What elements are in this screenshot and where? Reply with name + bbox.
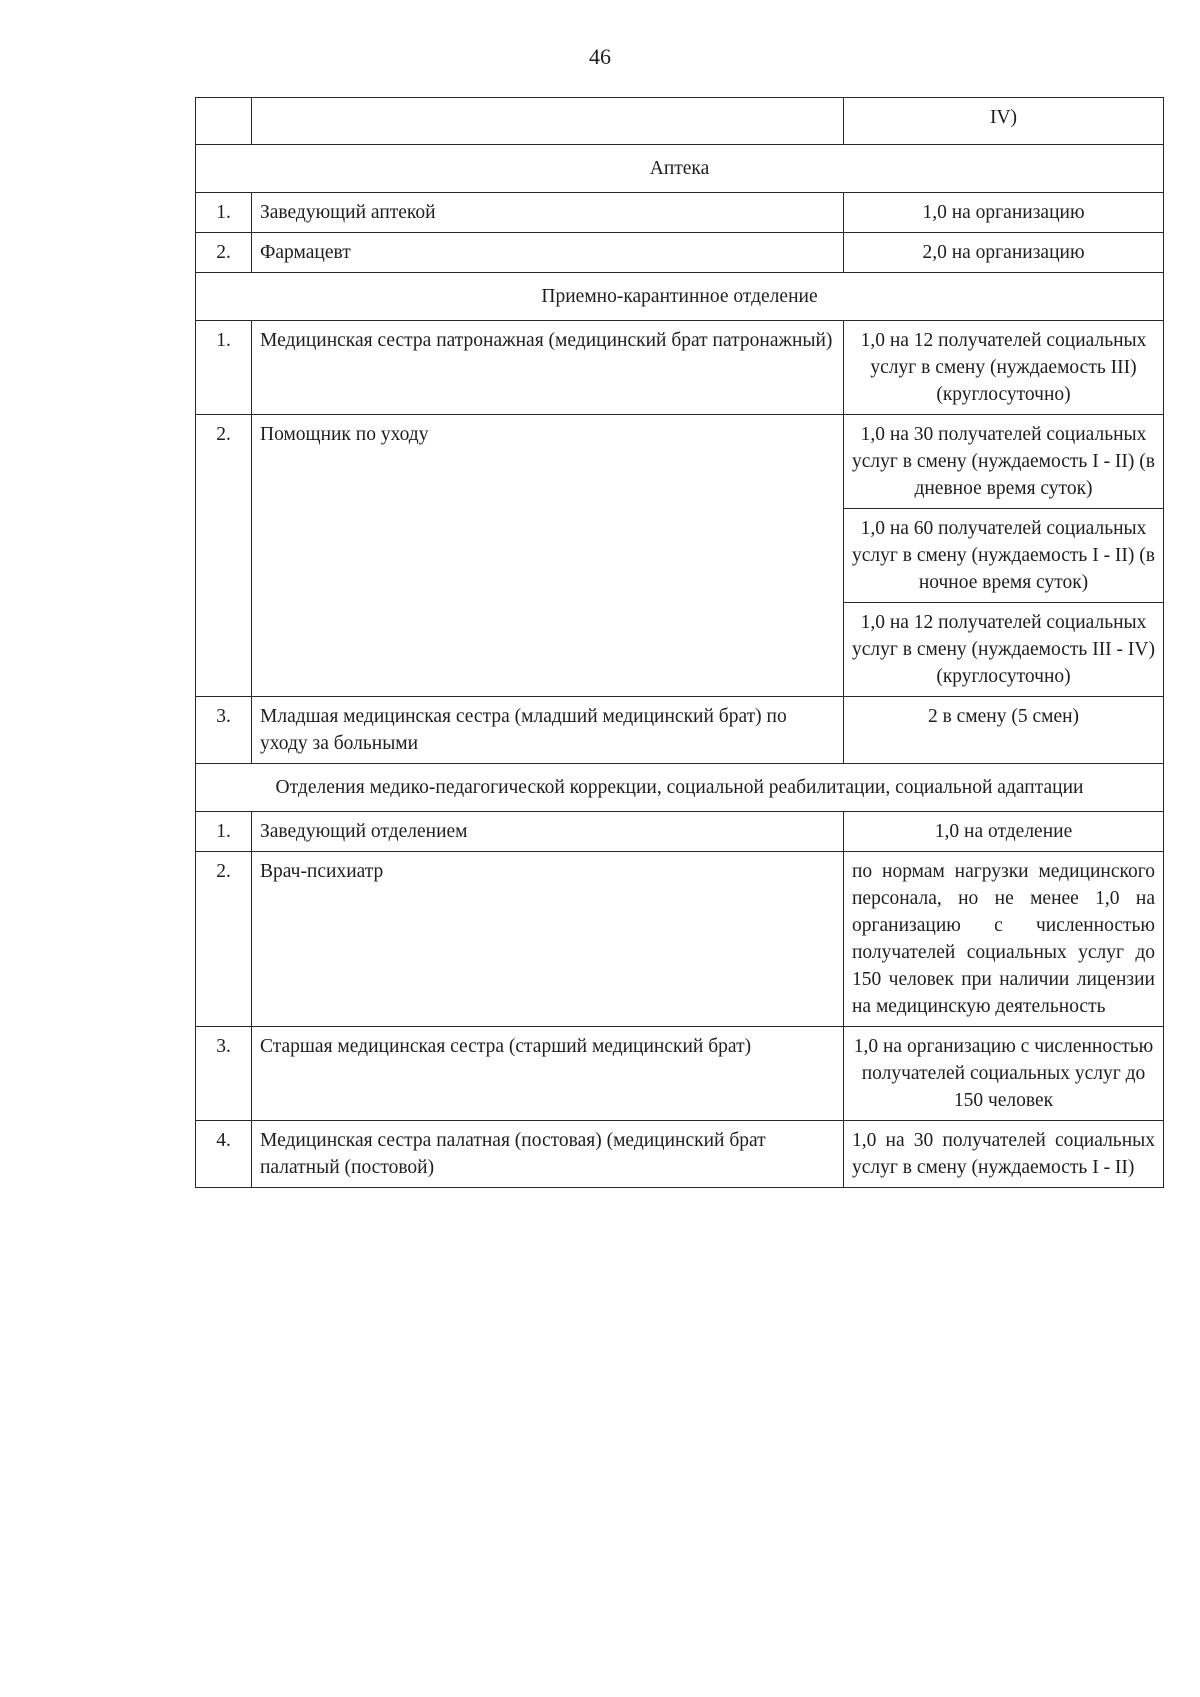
position-name: Младшая медицинская сестра (младший медицинский брат) по уходу за больными — [252, 697, 844, 764]
staffing-norm: 1,0 на 30 получателей социальных услуг в смену (нуждаемость I - II) — [844, 1121, 1164, 1188]
section-title: Приемно-карантинное отделение — [196, 273, 1164, 321]
position-name: Заведующий отделением — [252, 812, 844, 852]
staffing-norm: 2 в смену (5 смен) — [844, 697, 1164, 764]
table-row — [196, 812, 1164, 852]
staffing-norm: IV) — [844, 98, 1164, 145]
section-header-row — [196, 145, 1164, 193]
section-header-row — [196, 764, 1164, 812]
row-number: 3. — [196, 697, 252, 764]
section-title: Отделения медико-педагогической коррекции, социальной реабилитации, социальной адаптации — [196, 764, 1164, 812]
staffing-norm: 1,0 на 12 получателей социальных услуг в смену (нуждаемость III - IV) (круглосуточно) — [844, 603, 1164, 697]
table-row — [196, 1121, 1164, 1188]
position-name: Заведующий аптекой — [252, 193, 844, 233]
position-name: Помощник по уходу — [252, 415, 844, 697]
row-number: 4. — [196, 1121, 252, 1188]
table-row — [196, 852, 1164, 1027]
table-row — [196, 697, 1164, 764]
staffing-norm: по нормам нагрузки медицинского персонала, но не менее 1,0 на организацию с численностью получателей социальных услуг до 150 человек при наличии лицензии на медицинскую деятельность — [844, 852, 1164, 1027]
position-name — [252, 98, 844, 145]
table-row — [196, 1027, 1164, 1121]
staffing-norm: 1,0 на организацию с численностью получателей социальных услуг до 150 человек — [844, 1027, 1164, 1121]
row-number: 1. — [196, 812, 252, 852]
position-name: Врач-психиатр — [252, 852, 844, 1027]
page-number: 46 — [589, 44, 611, 69]
row-number: 2. — [196, 415, 252, 697]
section-header-row — [196, 273, 1164, 321]
row-number: 2. — [196, 852, 252, 1027]
row-number: 1. — [196, 321, 252, 415]
table-row — [196, 193, 1164, 233]
position-name: Медицинская сестра палатная (постовая) (медицинский брат палатный (постовой) — [252, 1121, 844, 1188]
table-row — [196, 321, 1164, 415]
section-title: Аптека — [196, 145, 1164, 193]
staffing-table — [195, 97, 1164, 1188]
staffing-norm: 1,0 на 60 получателей социальных услуг в смену (нуждаемость I - II) (в ночное время суток) — [844, 509, 1164, 603]
continuation-row — [196, 98, 1164, 145]
staffing-norm: 1,0 на 30 получателей социальных услуг в смену (нуждаемость I - II) (в дневное время суток) — [844, 415, 1164, 509]
staffing-norm: 2,0 на организацию — [844, 233, 1164, 273]
staffing-norm: 1,0 на отделение — [844, 812, 1164, 852]
position-name: Медицинская сестра патронажная (медицинский брат патронажный) — [252, 321, 844, 415]
row-number: 1. — [196, 193, 252, 233]
row-number: 2. — [196, 233, 252, 273]
row-number: 3. — [196, 1027, 252, 1121]
table-row — [196, 415, 1164, 509]
table-row — [196, 233, 1164, 273]
position-name: Старшая медицинская сестра (старший медицинский брат) — [252, 1027, 844, 1121]
position-name: Фармацевт — [252, 233, 844, 273]
staffing-norm: 1,0 на 12 получателей социальных услуг в смену (нуждаемость III) (круглосуточно) — [844, 321, 1164, 415]
staffing-norm: 1,0 на организацию — [844, 193, 1164, 233]
row-number — [196, 98, 252, 145]
